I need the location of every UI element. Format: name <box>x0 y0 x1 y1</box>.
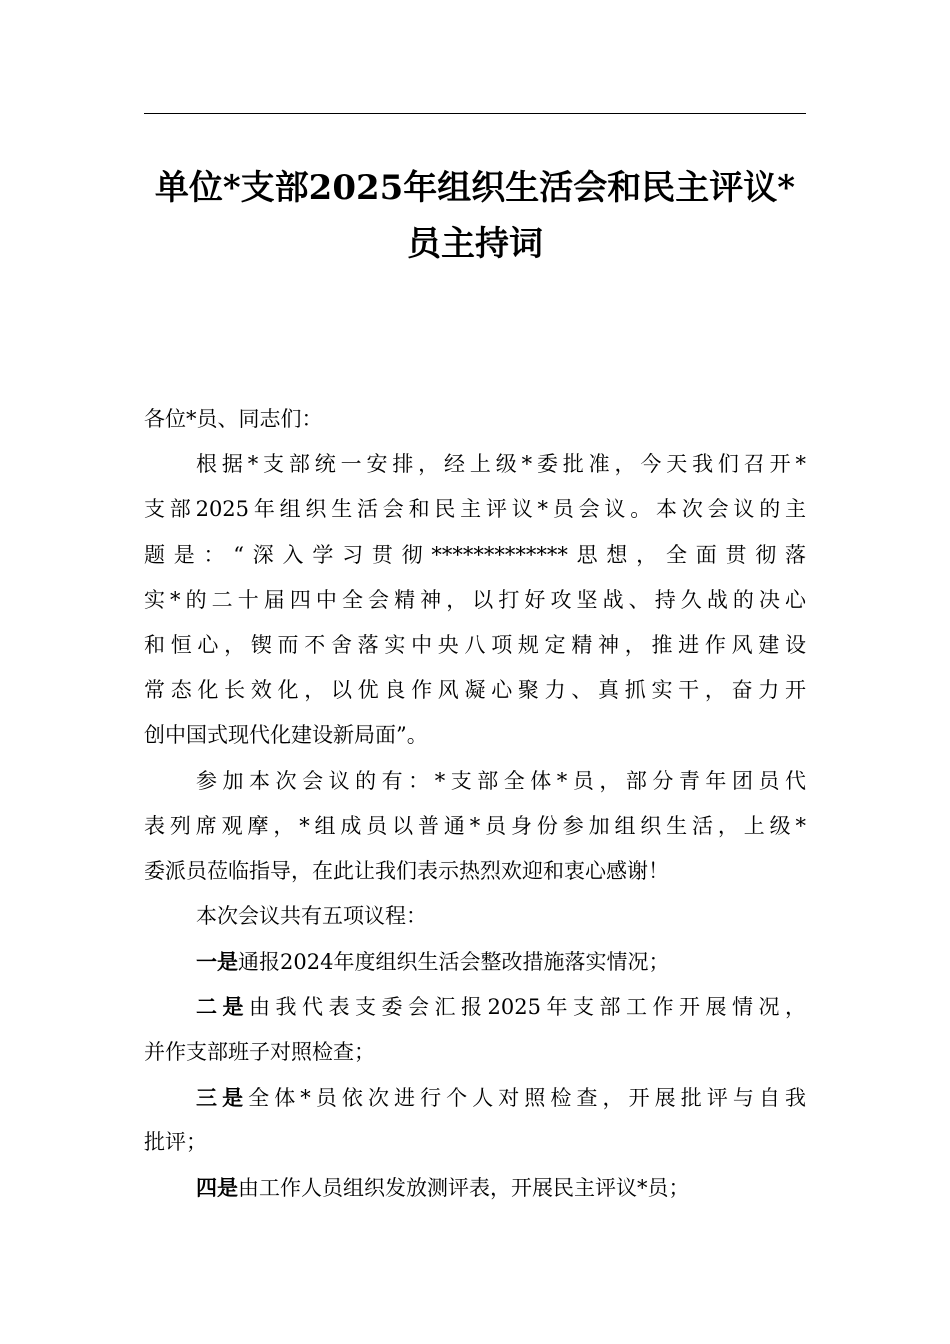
agenda-item-3 <box>144 1075 806 1165</box>
agenda-item-4 <box>144 1165 806 1210</box>
paragraph-line: 委派员莅临指导，在此让我们表示热烈欢迎和衷心感谢！ <box>144 858 669 883</box>
paragraph-2 <box>144 759 806 895</box>
agenda-lead: 一是 <box>196 949 238 975</box>
agenda-line <box>144 984 806 1029</box>
agenda-line <box>144 1075 806 1120</box>
agenda-lead: 二是 <box>196 994 250 1020</box>
agenda-line <box>144 939 806 984</box>
agenda-line <box>144 1165 806 1210</box>
salutation: 各位*员、同志们： <box>144 407 323 431</box>
agenda-line: 批评； <box>144 1130 207 1154</box>
paragraph-3: 本次会议共有五项议程： <box>196 904 427 929</box>
agenda-item-1 <box>144 939 806 984</box>
agenda-text: 由我代表支委会汇报2025年支部工作开展情况， <box>249 995 806 1020</box>
title-line-1: 单位*支部2025年组织生活会和民主评议* <box>154 168 796 208</box>
paragraph-1 <box>144 442 806 758</box>
agenda-text: 由工作人员组织发放测评表，开展民主评议*员； <box>238 1176 690 1201</box>
paragraph-line: 支部2025年组织生活会和民主评议*员会议。本次会议的主 <box>144 497 806 522</box>
paragraph-line: 实*的二十届四中全会精神，以打好攻坚战、持久战的决心 <box>144 587 806 612</box>
paragraph-line: 根据*支部统一安排，经上级*委批准，今天我们召开* <box>196 452 806 477</box>
paragraph-line: 常态化长效化，以优良作风凝心聚力、真抓实干，奋力开 <box>144 678 806 703</box>
header-rule <box>144 113 806 114</box>
title-line-2: 员主持词 <box>407 224 543 264</box>
agenda-lead: 三是 <box>196 1084 249 1110</box>
agenda-item-2 <box>144 984 806 1074</box>
document-title <box>144 160 806 272</box>
agenda-line: 并作支部班子对照检查； <box>144 1039 375 1064</box>
agenda-text: 全体*员依次进行个人对照检查，开展批评与自我 <box>248 1085 807 1110</box>
paragraph-line: 和恒心，锲而不舍落实中央八项规定精神，推进作风建设 <box>144 632 806 657</box>
paragraph-line: 创中国式现代化建设新局面”。 <box>144 723 428 748</box>
agenda-text: 通报2024年度组织生活会整改措施落实情况； <box>238 950 670 975</box>
paragraph-line: 参加本次会议的有：*支部全体*员，部分青年团员代 <box>196 768 806 793</box>
document-body <box>144 397 806 1210</box>
paragraph-line: 表列席观摩，*组成员以普通*员身份参加组织生活，上级* <box>144 813 806 838</box>
agenda-lead: 四是 <box>196 1175 238 1201</box>
paragraph-line: 题是：“深入学习贯彻*************思想，全面贯彻落 <box>144 542 806 567</box>
